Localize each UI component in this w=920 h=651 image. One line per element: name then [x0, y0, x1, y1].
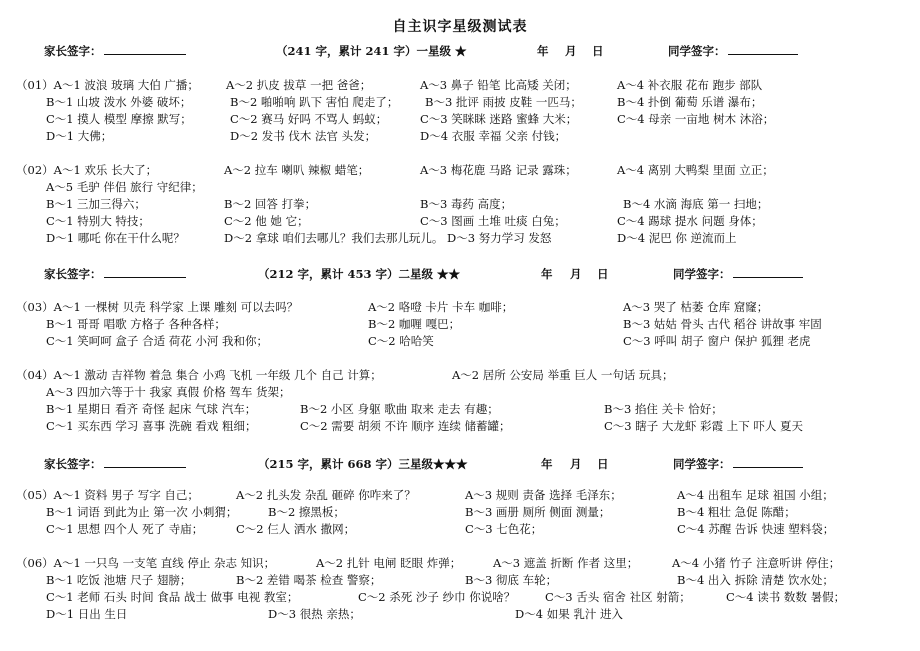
- segment: B～3 毒药 高度；: [420, 197, 513, 211]
- segment: （02）A～1 欢乐 长大了；: [16, 163, 158, 177]
- segment: C～1 老师 石头 时间 食品 战士 做事 电视 教室；: [46, 590, 299, 604]
- segment: A～4 小猪 竹子 注意听讲 停住；: [672, 556, 841, 570]
- segment: A～3 鼻子 铅笔 比高矮 关闭；: [420, 78, 577, 92]
- segment: A～3 四加六等于十 我家 真假 价格 驾车 货架；: [46, 385, 291, 399]
- segment: C～2 杀死 沙子 纱巾 你说啥？: [358, 590, 516, 604]
- parent-signature-label: 家长签字：: [44, 44, 102, 58]
- segment: A～3 规则 责备 选择 毛泽东；: [465, 488, 622, 502]
- segment: A～2 扎针 电闸 眨眼 炸弹；: [316, 556, 462, 570]
- segment: C～1 买东西 学习 喜事 洗碗 看戏 粗细；: [46, 419, 257, 433]
- segment: B～1 三加三得六；: [46, 197, 146, 211]
- segment: B～1 哥哥 唱歌 方格子 各种各样；: [46, 317, 226, 331]
- parent-signature-blank[interactable]: [104, 456, 186, 468]
- month-label: 月: [570, 457, 582, 471]
- segment: C～4 踢球 提水 问题 身体；: [617, 214, 763, 228]
- segment: C～3 图画 土堆 吐痰 白兔；: [420, 214, 566, 228]
- segment: D～4 泥巴 你 逆流而上: [617, 231, 737, 245]
- segment: D～1 日出 生日: [46, 607, 128, 621]
- day-label: 日: [597, 267, 609, 281]
- segment: B～2 小区 身躯 歌曲 取来 走去 有趣；: [300, 402, 499, 416]
- segment: C～1 摸人 模型 摩擦 默写；: [46, 112, 192, 126]
- segment: C～1 特别大 特技；: [46, 214, 150, 228]
- classmate-signature-label: 同学签字：: [673, 457, 731, 471]
- classmate-signature-label: 同学签字：: [668, 44, 726, 58]
- level-info: （241 字，累计 241 字）一星级 ★: [276, 44, 467, 58]
- segment: B～2 回答 打拳；: [224, 197, 317, 211]
- segment: B～3 掐住 关卡 恰好；: [604, 402, 723, 416]
- page-title: 自主识字星级测试表: [392, 19, 528, 35]
- segment: A～2 咯噔 卡片 卡车 咖啡；: [368, 300, 514, 314]
- segment: C～4 母亲 一亩地 树木 沐浴；: [617, 112, 775, 126]
- signature-row-2: [0, 266, 920, 282]
- segment: C～2 哈哈笑: [368, 334, 434, 348]
- classmate-signature-blank[interactable]: [733, 266, 803, 278]
- month-label: 月: [570, 267, 582, 281]
- segment: B～1 吃饭 池塘 尺子 翅膀；: [46, 573, 192, 587]
- level-info: （215 字，累计 668 字）三星级★★★: [258, 457, 468, 471]
- classmate-signature-blank[interactable]: [728, 43, 798, 55]
- segment: A～2 拉车 喇叭 辣椒 蜡笔；: [224, 163, 370, 177]
- segment: B～2 差错 喝茶 检查 警察；: [236, 573, 382, 587]
- signature-row-1: [0, 43, 920, 59]
- segment: A～3 梅花鹿 马路 记录 露珠；: [420, 163, 577, 177]
- segment: D～2 拿球 咱们去哪儿？我们去那儿玩儿。 D～3 努力学习 发怒: [224, 231, 552, 245]
- segment: B～4 粗壮 急促 陈醋；: [677, 505, 796, 519]
- segment: C～3 瞎子 大龙虾 彩霞 上下 吓人 夏天: [604, 419, 804, 433]
- segment: A～2 扎头发 杂乱 砸碎 你咋来了？: [236, 488, 416, 502]
- segment: （05）A～1 资料 男子 写字 自己；: [16, 488, 199, 502]
- segment: B～3 批评 雨披 皮鞋 一匹马；: [425, 95, 582, 109]
- segment: A～3 哭了 枯萎 仓库 窟窿；: [623, 300, 769, 314]
- segment: C～4 读书 数数 暑假；: [726, 590, 846, 604]
- segment: C～2 赛马 好吗 不骂人 蚂蚁；: [230, 112, 388, 126]
- signature-row-3: [0, 456, 920, 472]
- parent-signature-label: 家长签字：: [44, 267, 102, 281]
- segment: B～2 咖喱 嘎巴；: [368, 317, 461, 331]
- segment: C～1 笑呵呵 盒子 合适 荷花 小河 我和你；: [46, 334, 269, 348]
- segment: D～4 如果 乳汁 进入: [515, 607, 624, 621]
- segment: B～1 词语 到此为止 第一次 小刺猬；: [46, 505, 238, 519]
- segment: A～2 居所 公安局 举重 巨人 一句话 玩具；: [452, 368, 674, 382]
- segment: B～3 彻底 车轮；: [465, 573, 558, 587]
- month-label: 月: [565, 44, 577, 58]
- segment: A～5 毛驴 伴侣 旅行 守纪律；: [46, 180, 203, 194]
- segment: C～1 思想 四个人 死了 寺庙；: [46, 522, 204, 536]
- segment: C～3 笑眯眯 迷路 蜜蜂 大米；: [420, 112, 578, 126]
- segment: C～3 七色花；: [465, 522, 543, 536]
- segment: A～2 扒皮 拔草 一把 爸爸；: [226, 78, 372, 92]
- segment: C～2 他 她 它；: [224, 214, 309, 228]
- segment: B～3 画册 厕所 侧面 测量；: [465, 505, 611, 519]
- day-label: 日: [592, 44, 604, 58]
- segment: （04）A～1 激动 吉祥物 着急 集合 小鸡 飞机 一年级 几个 自己 计算；: [16, 368, 382, 382]
- classmate-signature-blank[interactable]: [733, 456, 803, 468]
- segment: C～3 舌头 宿舍 社区 射箭；: [545, 590, 691, 604]
- segment: A～4 离别 大鸭梨 里面 立正；: [617, 163, 774, 177]
- segment: D～1 哪吒 你在干什么呢？: [46, 231, 185, 245]
- segment: D～4 衣服 幸福 父亲 付钱；: [420, 129, 567, 143]
- year-label: 年: [537, 44, 549, 58]
- segment: B～4 水滴 海底 第一 扫地；: [623, 197, 769, 211]
- day-label: 日: [597, 457, 609, 471]
- segment: B～1 星期日 看齐 奇怪 起床 气球 汽车；: [46, 402, 257, 416]
- year-label: 年: [541, 457, 553, 471]
- segment: （06）A～1 一只鸟 一支笔 直线 停止 杂志 知识；: [16, 556, 276, 570]
- segment: A～4 出租车 足球 祖国 小组；: [677, 488, 834, 502]
- level-info: （212 字，累计 453 字）二星级 ★★: [258, 267, 461, 281]
- parent-signature-label: 家长签字：: [44, 457, 102, 471]
- segment: C～4 苏醒 告诉 快速 塑料袋；: [677, 522, 835, 536]
- segment: （01）A～1 波浪 玻璃 大伯 广播；: [16, 78, 199, 92]
- segment: A～4 补衣服 花布 跑步 部队: [617, 78, 763, 92]
- segment: B～1 山坡 泼水 外婆 破坏；: [46, 95, 192, 109]
- classmate-signature-label: 同学签字：: [673, 267, 731, 281]
- segment: B～4 出入 拆除 清楚 饮水处；: [677, 573, 834, 587]
- segment: B～3 姑姑 骨头 古代 稻谷 讲故事 牢固: [623, 317, 822, 331]
- segment: （03）A～1 一棵树 贝壳 科学家 上课 雕刻 可以去吗？: [16, 300, 299, 314]
- parent-signature-blank[interactable]: [104, 266, 186, 278]
- segment: C～2 仨人 洒水 撒网；: [236, 522, 356, 536]
- parent-signature-blank[interactable]: [104, 43, 186, 55]
- segment: D～2 发书 伐木 法官 头发；: [230, 129, 377, 143]
- segment: D～1 大佛；: [46, 129, 113, 143]
- segment: B～2 擦黑板；: [268, 505, 345, 519]
- segment: C～2 需要 胡须 不许 顺序 连续 储蓄罐；: [300, 419, 511, 433]
- segment: C～3 呼叫 胡子 窗户 保护 狐狸 老虎: [623, 334, 811, 348]
- segment: B～4 扑倒 葡萄 乐谱 瀑布；: [617, 95, 763, 109]
- segment: D～3 很热 亲热；: [268, 607, 361, 621]
- segment: B～2 啪啪响 趴下 害怕 爬走了；: [230, 95, 399, 109]
- segment: A～3 遮盖 折断 作者 这里；: [493, 556, 639, 570]
- year-label: 年: [541, 267, 553, 281]
